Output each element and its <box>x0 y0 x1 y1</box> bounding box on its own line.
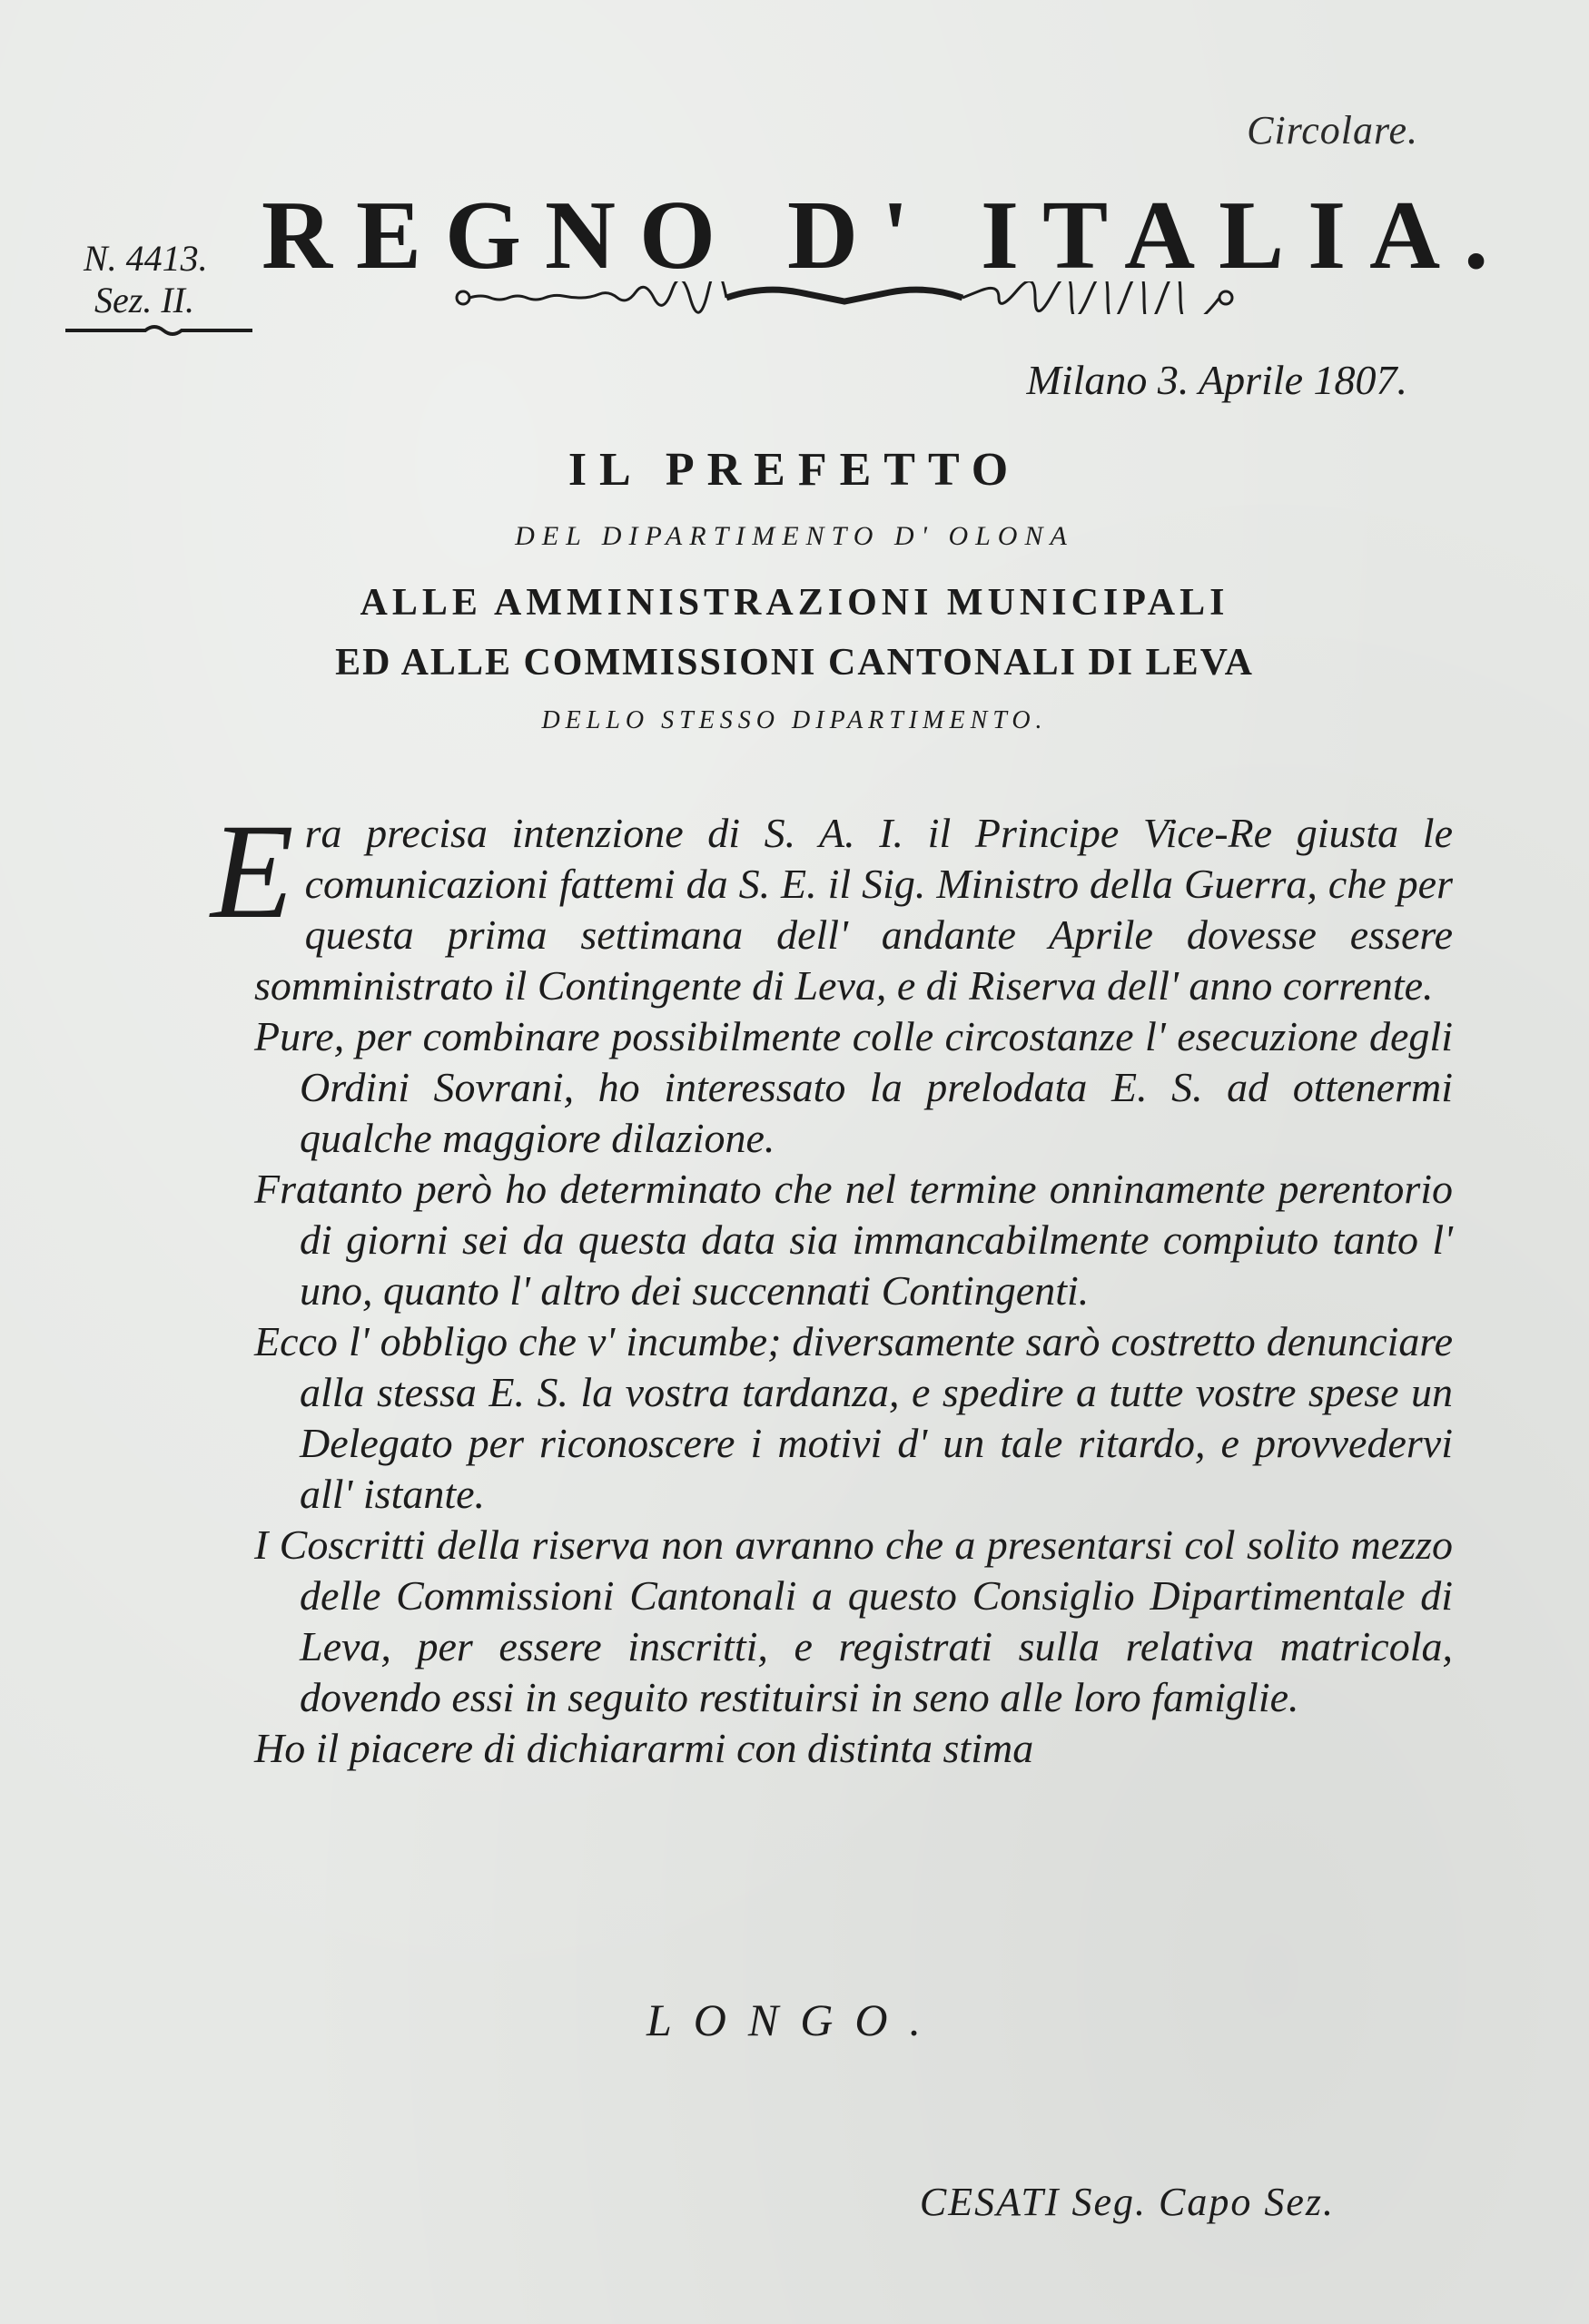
dateline: Milano 3. Aprile 1807. <box>1026 357 1407 403</box>
circular-label: Circolare. <box>1247 108 1418 153</box>
paragraph-6-closing: Ho il piacere di dichiararmi con distinta stima <box>254 1725 1034 1771</box>
kingdom-title: REGNO D' ITALIA. <box>262 182 1513 290</box>
paragraph-1 <box>211 796 1453 1011</box>
signature-longo: LONGO. <box>646 1994 943 2045</box>
title-divider-ornament <box>454 281 1235 314</box>
drop-cap: E <box>211 796 294 947</box>
paragraph-2: Pure, per combinare possibilmente colle circostanze l' esecuzione degli Ordini Sovrani, ho interessato la prelodata E. S. ad ottenermi qualche maggiore dilazione. <box>254 1013 1453 1161</box>
section-text: Sez. II. <box>94 280 194 320</box>
addressee-commissions: ED ALLE COMMISSIONI CANTONALI DI LEVA <box>335 642 1254 684</box>
prefect-heading: IL PREFETTO <box>568 444 1022 496</box>
number-underline-ornament <box>64 320 254 341</box>
secretary-line: CESATI Seg. Capo Sez. <box>919 2180 1335 2224</box>
same-department-line: DELLO STESSO DIPARTIMENTO. <box>541 706 1048 734</box>
addressee-administrations: ALLE AMMINISTRAZIONI MUNICIPALI <box>360 582 1229 624</box>
circular-body <box>211 796 1453 1774</box>
paragraph-3: Fratanto però ho determinato che nel termine onninamente perentorio di giorni sei da questa data sia immancabilmente compiuto tanto l' uno, quanto l' altro dei succennati Contingenti. <box>254 1166 1453 1314</box>
paragraph-4: Ecco l' obbligo che v' incumbe; diversamente sarò costretto denunciare alla stessa E. S. la vostra tardanza, e spedire a tutte vostre spese un Delegato per riconoscere i motivi d' un tale ritardo, e provvedervi all' istante. <box>254 1318 1453 1517</box>
department-line: DEL DIPARTIMENTO D' OLONA <box>515 521 1074 551</box>
number-text: N. 4413. <box>84 238 208 279</box>
paragraph-5: I Coscritti della riserva non avranno che a presentarsi col solito mezzo delle Commissioni Cantonali a questo Consiglio Dipartimentale di Leva, per essere inscritti, e registrati sulla relativa matricola, dovendo essi in seguito restituirsi in seno alle loro famiglie. <box>254 1521 1453 1720</box>
document-number <box>84 238 208 321</box>
paragraph-1-text: ra precisa intenzione di S. A. I. il Principe Vice-Re giusta le comunicazioni fattemi da S. E. il Sig. Ministro della Guerra, che per questa prima settimana dell' andante Aprile dovesse essere somministrato il Contingente di Leva, e di Riserva dell' anno corrente. <box>254 810 1453 1009</box>
